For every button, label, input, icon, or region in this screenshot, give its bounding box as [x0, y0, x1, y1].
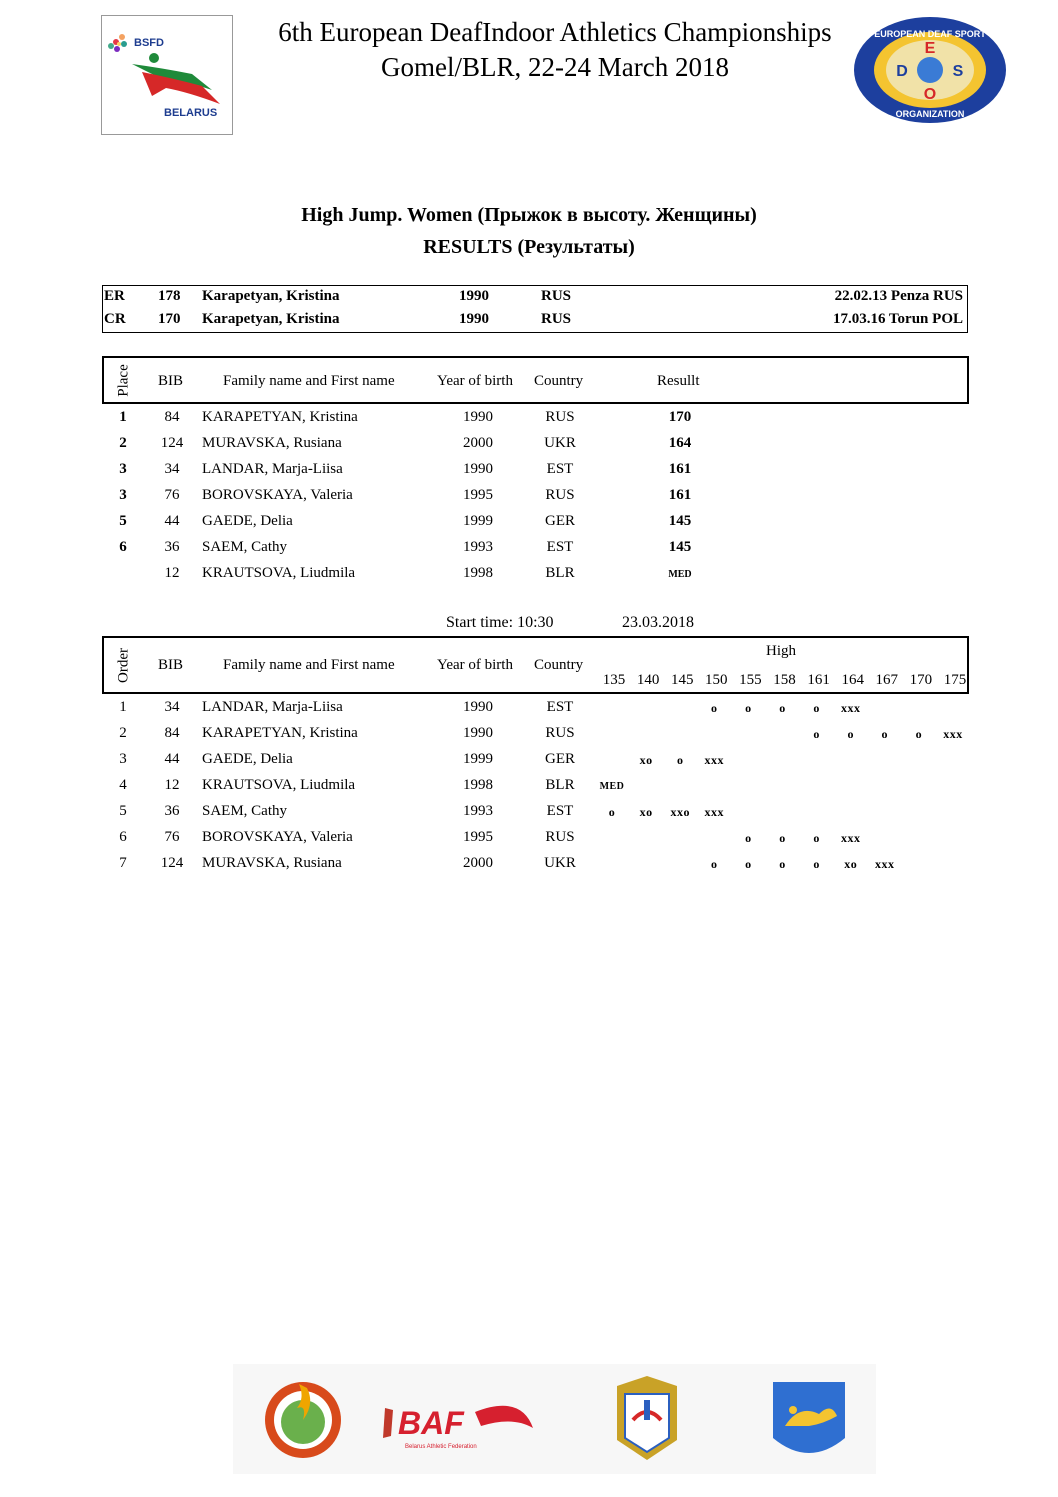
country-cell: GER — [545, 751, 575, 767]
height-header: 140 — [636, 672, 660, 688]
col-name: Family name and First name — [223, 657, 395, 673]
attempt-cell: xxx — [875, 857, 895, 871]
table-row — [102, 511, 968, 535]
gomel-region-coat-of-arms-icon — [617, 1376, 677, 1460]
country-cell: RUS — [545, 725, 575, 741]
header-line-1: 6th European DeafIndoor Athletics Championships — [278, 17, 832, 47]
bib-cell: 12 — [164, 565, 180, 581]
svg-text:BELARUS: BELARUS — [164, 107, 218, 119]
table-row — [102, 697, 968, 721]
result-cell: 145 — [668, 539, 692, 555]
country-cell: UKR — [544, 435, 576, 451]
attempt-cell: MED — [599, 781, 625, 792]
order-cell: 5 — [119, 803, 127, 819]
attempt-cell: o — [779, 701, 786, 715]
result-cell: 164 — [668, 435, 692, 451]
year-cell: 2000 — [463, 855, 493, 871]
height-header: 161 — [807, 672, 830, 688]
table-row — [102, 407, 968, 431]
country-cell: EST — [546, 461, 574, 477]
bib-cell: 84 — [164, 409, 180, 425]
year-cell: 1998 — [463, 565, 493, 581]
height-header: 145 — [670, 672, 694, 688]
year-cell: 1990 — [463, 461, 493, 477]
year-cell: 1995 — [463, 829, 493, 845]
svg-text:O: O — [923, 86, 937, 103]
height-header: 175 — [943, 672, 967, 688]
bib-cell: 84 — [164, 725, 180, 741]
attempt-cell: o — [711, 701, 718, 715]
record-holder: Karapetyan, Kristina — [202, 288, 340, 304]
country-cell: EST — [546, 803, 574, 819]
record-holder: Karapetyan, Kristina — [202, 311, 340, 327]
svg-text:E: E — [924, 40, 936, 57]
record-mark: 170 — [158, 311, 181, 327]
gomel-city-coat-of-arms-icon — [773, 1382, 845, 1453]
place-cell: 6 — [119, 539, 127, 555]
table-row — [102, 433, 968, 457]
svg-text:D: D — [896, 63, 908, 80]
record-year: 1990 — [459, 288, 489, 304]
start-date: 23.03.2018 — [622, 614, 694, 631]
start-time: Start time: 10:30 — [446, 614, 554, 631]
table-row — [102, 827, 968, 851]
attempt-cell: o — [745, 831, 752, 845]
year-cell: 1993 — [463, 539, 493, 555]
name-cell: BOROVSKAYA, Valeria — [202, 829, 353, 845]
place-cell: 3 — [119, 487, 127, 503]
record-country: RUS — [541, 311, 572, 327]
table-row — [102, 563, 968, 587]
attempt-cell: o — [608, 805, 616, 819]
table-row — [102, 485, 968, 509]
year-cell: 1999 — [463, 751, 493, 767]
event-title: High Jump. Women (Прыжок в высоту. Женщины) — [301, 204, 757, 226]
bib-cell: 44 — [164, 513, 180, 529]
name-cell: KRAUTSOVA, Liudmila — [202, 777, 356, 793]
order-cell: 2 — [119, 725, 127, 741]
height-header: 155 — [739, 672, 762, 688]
attempt-cell: o — [813, 831, 820, 845]
bsfd-belarus-logo — [101, 15, 233, 135]
records-box — [102, 285, 968, 333]
svg-text:BSFD: BSFD — [134, 37, 164, 49]
record-country: RUS — [541, 288, 572, 304]
name-cell: GAEDE, Delia — [202, 751, 293, 767]
order-cell: 7 — [119, 855, 127, 871]
attempt-cell: xxx — [943, 727, 963, 741]
attempt-cell: o — [915, 727, 923, 741]
svg-text:EUROPEAN DEAF SPORT: EUROPEAN DEAF SPORT — [874, 29, 986, 39]
year-cell: 1995 — [463, 487, 493, 503]
bib-cell: 34 — [164, 461, 180, 477]
bib-cell: 44 — [164, 751, 180, 767]
name-cell: KARAPETYAN, Kristina — [202, 725, 358, 741]
col-order: Order — [115, 648, 132, 683]
col-country: Country — [534, 657, 584, 673]
place-cell: 5 — [119, 513, 127, 529]
attempt-cell: xxx — [704, 805, 725, 819]
table-row — [102, 775, 968, 799]
svg-text:Belarus Athletic Federation: Belarus Athletic Federation — [405, 1444, 477, 1450]
result-cell: 161 — [668, 487, 692, 503]
name-cell: KRAUTSOVA, Liudmila — [202, 565, 356, 581]
record-row — [103, 288, 967, 310]
country-cell: RUS — [545, 829, 575, 845]
height-header: 150 — [705, 672, 728, 688]
bib-cell: 124 — [160, 435, 184, 451]
name-cell: MURAVSKA, Rusiana — [202, 435, 342, 451]
col-bib: BIB — [158, 657, 184, 673]
record-year: 1990 — [459, 311, 489, 327]
year-cell: 1993 — [463, 803, 493, 819]
progress-header — [102, 636, 969, 694]
attempt-cell: o — [745, 857, 752, 871]
bib-cell: 76 — [164, 829, 180, 845]
bib-cell: 124 — [160, 855, 184, 871]
baf-logo-icon — [383, 1405, 533, 1450]
sponsor-strip — [233, 1364, 876, 1474]
name-cell: KARAPETYAN, Kristina — [202, 409, 358, 425]
svg-text:ORGANIZATION: ORGANIZATION — [895, 109, 965, 119]
table-row — [102, 459, 968, 483]
attempt-cell: xxx — [704, 753, 725, 767]
attempt-cell: xo — [639, 805, 653, 819]
record-mark: 178 — [158, 288, 181, 304]
edso-logo — [852, 15, 1009, 125]
attempt-cell: o — [813, 701, 820, 715]
attempt-cell: o — [847, 727, 854, 741]
order-cell: 6 — [119, 829, 127, 845]
results-subtitle: RESULTS (Результаты) — [423, 236, 635, 258]
country-cell: RUS — [545, 409, 575, 425]
results-header — [102, 356, 969, 404]
attempt-cell: o — [779, 831, 786, 845]
height-header: 167 — [875, 672, 899, 688]
country-cell: RUS — [545, 487, 575, 503]
name-cell: GAEDE, Delia — [202, 513, 293, 529]
col-country: Country — [534, 373, 584, 389]
year-cell: 1999 — [463, 513, 493, 529]
place-cell: 2 — [119, 435, 127, 451]
attempt-cell: xo — [639, 753, 653, 767]
country-cell: BLR — [545, 565, 575, 581]
header-line-2: Gomel/BLR, 22-24 March 2018 — [381, 52, 729, 82]
place-cell: 3 — [119, 461, 127, 477]
attempt-cell: xxx — [840, 701, 861, 715]
attempt-cell: o — [676, 753, 684, 767]
attempt-cell: xxo — [670, 805, 690, 819]
col-high: High — [766, 643, 796, 659]
order-cell: 1 — [119, 699, 127, 715]
bib-cell: 12 — [164, 777, 180, 793]
country-cell: BLR — [545, 777, 575, 793]
table-row — [102, 749, 968, 773]
year-cell: 2000 — [463, 435, 493, 451]
attempt-cell: o — [881, 727, 889, 741]
country-cell: EST — [546, 699, 574, 715]
result-cell: 145 — [668, 513, 692, 529]
name-cell: LANDAR, Marja-Liisa — [202, 699, 343, 715]
name-cell: SAEM, Cathy — [202, 539, 288, 555]
country-cell: GER — [545, 513, 575, 529]
name-cell: MURAVSKA, Rusiana — [202, 855, 342, 871]
table-row — [102, 801, 968, 825]
sports-committee-emblem-icon — [265, 1382, 341, 1458]
col-place: Place — [115, 364, 132, 397]
order-cell: 4 — [119, 777, 127, 793]
order-cell: 3 — [119, 751, 127, 767]
attempt-cell: o — [813, 727, 820, 741]
table-row — [102, 853, 968, 877]
col-year: Year of birth — [437, 657, 513, 673]
place-cell: 1 — [119, 409, 127, 425]
col-result: Resullt — [657, 373, 700, 389]
name-cell: LANDAR, Marja-Liisa — [202, 461, 343, 477]
record-row — [103, 311, 967, 333]
year-cell: 1990 — [463, 409, 493, 425]
attempt-cell: xo — [844, 857, 858, 871]
record-type: ER — [104, 288, 125, 304]
col-year: Year of birth — [437, 373, 513, 389]
result-cell: 170 — [668, 409, 692, 425]
country-cell: EST — [546, 539, 574, 555]
record-type: CR — [104, 311, 126, 327]
flower-icon — [108, 34, 127, 52]
height-header: 164 — [841, 672, 864, 688]
attempt-cell: xxx — [840, 831, 861, 845]
col-bib: BIB — [158, 373, 184, 389]
name-cell: SAEM, Cathy — [202, 803, 288, 819]
year-cell: 1990 — [463, 699, 493, 715]
year-cell: 1990 — [463, 725, 493, 741]
result-cell: MED — [668, 569, 692, 580]
bib-cell: 36 — [164, 803, 180, 819]
table-row — [102, 723, 968, 747]
bib-cell: 76 — [164, 487, 180, 503]
attempt-cell: o — [779, 857, 786, 871]
attempt-cell: o — [813, 857, 820, 871]
attempt-cell: o — [711, 857, 718, 871]
height-header: 170 — [909, 672, 933, 688]
height-header: 135 — [602, 672, 626, 688]
record-info: 22.02.13 Penza RUS — [834, 288, 963, 304]
svg-text:S: S — [952, 63, 964, 80]
record-info: 17.03.16 Torun POL — [832, 311, 963, 327]
country-cell: UKR — [544, 855, 576, 871]
name-cell: BOROVSKAYA, Valeria — [202, 487, 353, 503]
bib-cell: 34 — [164, 699, 180, 715]
attempt-cell: o — [745, 701, 752, 715]
result-cell: 161 — [668, 461, 692, 477]
year-cell: 1998 — [463, 777, 493, 793]
table-row — [102, 537, 968, 561]
col-name: Family name and First name — [223, 373, 395, 389]
height-header: 158 — [773, 672, 796, 688]
svg-text:BAF: BAF — [398, 1405, 464, 1441]
bib-cell: 36 — [164, 539, 180, 555]
